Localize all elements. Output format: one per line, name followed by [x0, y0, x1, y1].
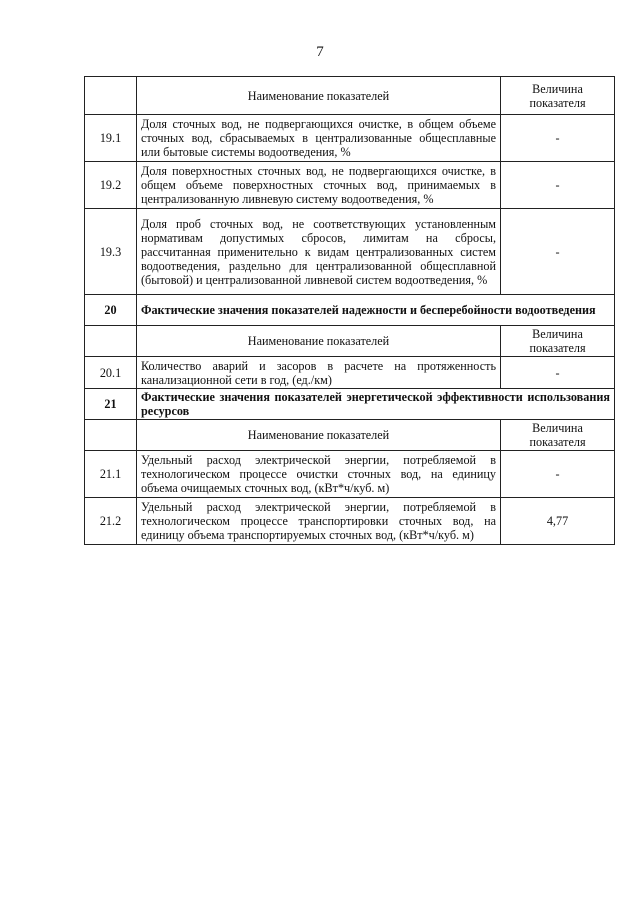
section-row — [85, 295, 615, 326]
header-value-cell: Величина показателя — [501, 77, 615, 115]
header-value-cell: Величина показателя — [501, 420, 615, 451]
header-name-cell: Наименование показателей — [137, 420, 501, 451]
row-number: 21.1 — [85, 451, 137, 498]
page-number: 7 — [316, 44, 324, 60]
header-name-cell: Наименование показателей — [137, 77, 501, 115]
row-indicator-value: - — [501, 162, 615, 209]
header-name-cell: Наименование показателей — [137, 326, 501, 357]
table-row — [85, 162, 615, 209]
header-number-cell — [85, 420, 137, 451]
row-indicator-name: Доля проб сточных вод, не соответствующих установленным нормативам допустимых сбросов, лимитам на сбросы, рассчитанная применительно к видам централизованных систем водоотведения, раздельно для централизованной общесплавной (бытовой) и централизованной ливневой систем водоотведения, % — [137, 209, 501, 295]
row-number: 19.3 — [85, 209, 137, 295]
row-number: 19.2 — [85, 162, 137, 209]
section-title: Фактические значения показателей энергетической эффективности использования ресурсов — [137, 389, 615, 420]
indicators-table — [84, 76, 615, 545]
table-row — [85, 115, 615, 162]
row-number: 20.1 — [85, 357, 137, 389]
row-indicator-value: 4,77 — [501, 498, 615, 545]
row-indicator-name: Удельный расход электрической энергии, потребляемой в технологическом процессе очистки сточных вод, на единицу объема очищаемых сточных вод, (кВт*ч/куб. м) — [137, 451, 501, 498]
section-title: Фактические значения показателей надежности и бесперебойности водоотведения — [137, 295, 615, 326]
table-row — [85, 357, 615, 389]
table-row — [85, 498, 615, 545]
row-number: 19.1 — [85, 115, 137, 162]
header-number-cell — [85, 326, 137, 357]
header-number-cell — [85, 77, 137, 115]
row-indicator-name: Удельный расход электрической энергии, потребляемой в технологическом процессе транспортировки сточных вод, на единицу объема транспортируемых сточных вод, (кВт*ч/куб. м) — [137, 498, 501, 545]
row-indicator-value: - — [501, 209, 615, 295]
row-indicator-name: Доля поверхностных сточных вод, не подвергающихся очистке, в общем объеме поверхностных сточных вод, принимаемых в централизованную ливневую систему водоотведения, % — [137, 162, 501, 209]
row-indicator-value: - — [501, 357, 615, 389]
row-indicator-name: Доля сточных вод, не подвергающихся очистке, в общем объеме сточных вод, сбрасываемых в централизованные общесплавные или бытовые системы водоотведения, % — [137, 115, 501, 162]
row-number: 21.2 — [85, 498, 137, 545]
section-row — [85, 389, 615, 420]
section-number: 20 — [85, 295, 137, 326]
row-indicator-value: - — [501, 115, 615, 162]
header-value-cell: Величина показателя — [501, 326, 615, 357]
section-header-row — [85, 420, 615, 451]
section-number: 21 — [85, 389, 137, 420]
table-row — [85, 451, 615, 498]
row-indicator-name: Количество аварий и засоров в расчете на протяженность канализационной сети в год, (ед./км) — [137, 357, 501, 389]
section-header-row — [85, 326, 615, 357]
table-header-row — [85, 77, 615, 115]
table-row — [85, 209, 615, 295]
row-indicator-value: - — [501, 451, 615, 498]
